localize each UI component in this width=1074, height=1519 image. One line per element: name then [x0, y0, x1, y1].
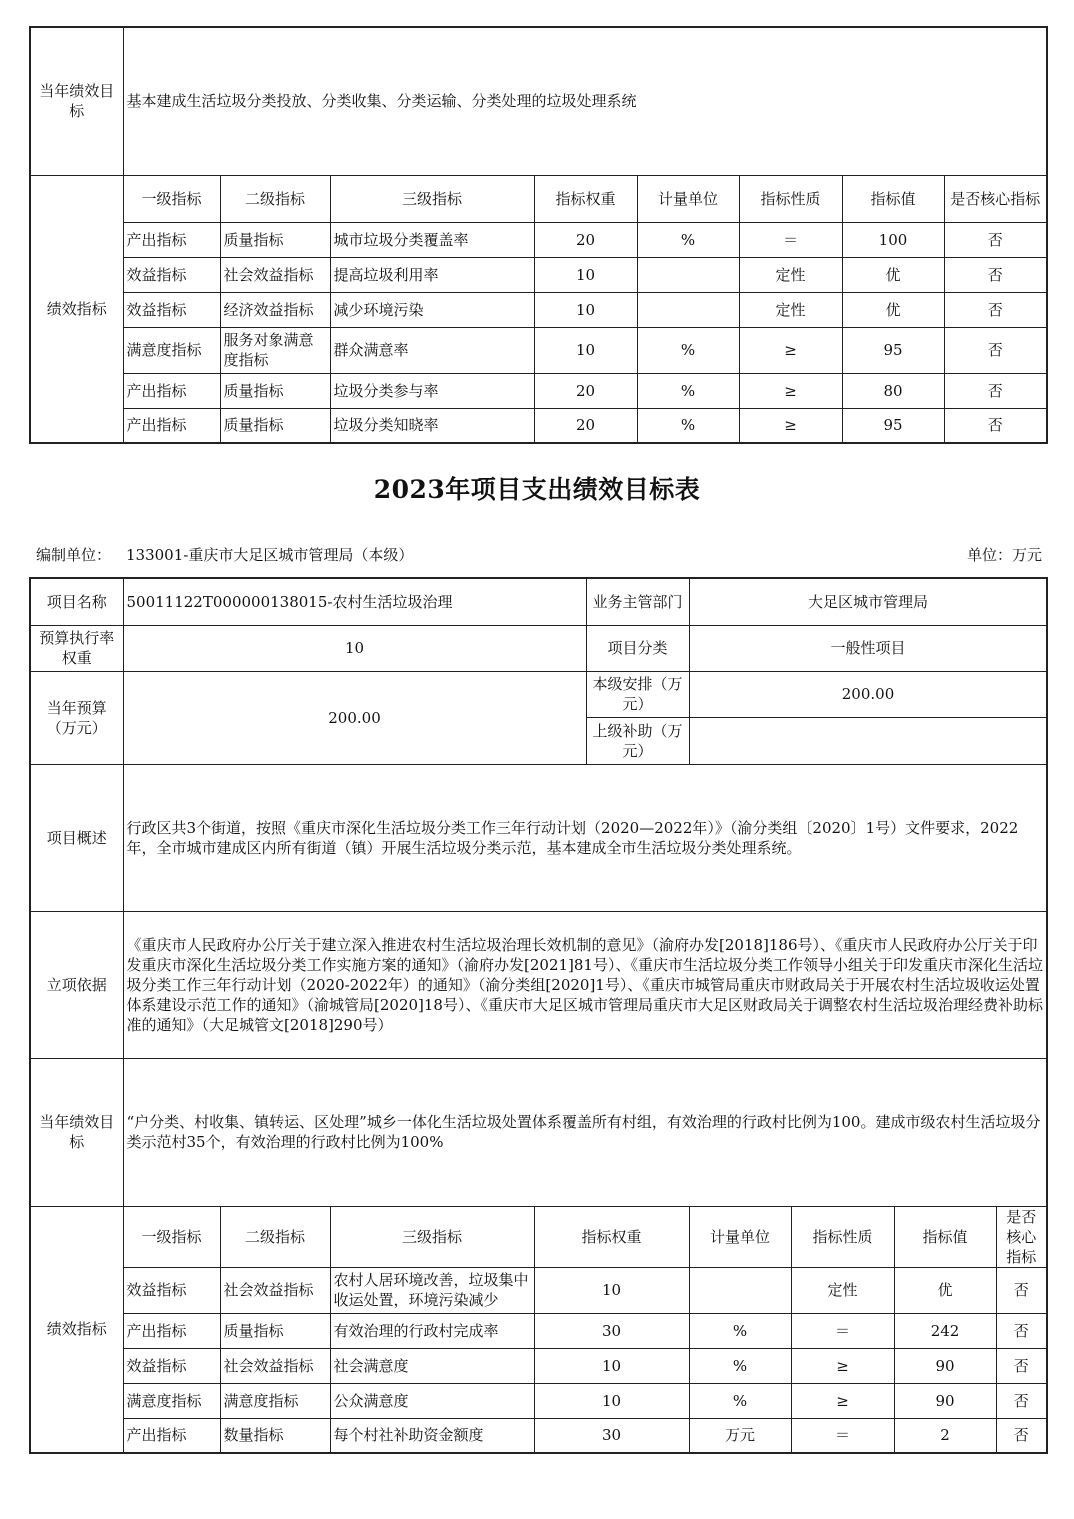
table-row: [30, 1313, 1047, 1348]
table-row: [30, 1267, 1047, 1313]
weight-cell: 10: [534, 257, 637, 292]
level2-cell: 社会效益指标: [220, 1267, 330, 1313]
level2-cell: 质量指标: [220, 373, 330, 408]
weight-cell: 10: [534, 292, 637, 327]
level1-cell: 满意度指标: [123, 327, 220, 373]
core-cell: 否: [996, 1383, 1047, 1418]
value-cell: 90: [894, 1383, 996, 1418]
level2-cell: 数量指标: [220, 1418, 330, 1453]
unit-cell: %: [637, 327, 739, 373]
level1-cell: 产出指标: [123, 222, 220, 257]
dept-value: 大足区城市管理局: [689, 578, 1047, 625]
unit-label: 编制单位：: [36, 546, 112, 564]
header-cell: 指标值: [894, 1206, 996, 1267]
overview-text: 行政区共3个街道，按照《重庆市深化生活垃圾分类工作三年行动计划（2020—2022年）》（渝分类组〔2020〕1号）文件要求，2022年，全市城市建成区内所有街道（镇）开展生活垃圾分类示范，基本建成全市生活垃圾分类处理系统。: [123, 764, 1047, 911]
level2-cell: 质量指标: [220, 1313, 330, 1348]
perf-goal-table-1: [29, 26, 1048, 444]
unit-cell: [689, 1267, 791, 1313]
level2-cell: 社会效益指标: [220, 1348, 330, 1383]
unit-cell: %: [637, 222, 739, 257]
unit-cell: %: [689, 1383, 791, 1418]
level3-cell: 垃圾分类参与率: [330, 373, 534, 408]
level1-cell: 产出指标: [123, 1313, 220, 1348]
dept-label: 业务主管部门: [586, 578, 689, 625]
value-cell: 95: [842, 327, 944, 373]
project-name-label: 项目名称: [30, 578, 123, 625]
nature-cell: 定性: [739, 292, 842, 327]
header-cell: 计量单位: [637, 175, 739, 222]
core-cell: 否: [944, 408, 1047, 443]
nature-cell: ＝: [791, 1418, 894, 1453]
unit-cell: %: [637, 373, 739, 408]
level2-cell: 服务对象满意度指标: [220, 327, 330, 373]
table-row: [30, 292, 1047, 327]
unit-cell: %: [689, 1348, 791, 1383]
nature-cell: ≥: [739, 327, 842, 373]
basis-text: 《重庆市人民政府办公厅关于建立深入推进农村生活垃圾治理长效机制的意见》（渝府办发[2018]186号）、《重庆市人民政府办公厅关于印发重庆市深化生活垃圾分类工作实施方案的通知》（渝府办发[2021]81号）、《重庆市生活垃圾分类工作领导小组关于印发重庆市深化生活垃圾分类工作三年行动计划（2020-2022年）的通知》（渝分类组[2020]1号）、《重庆市城管局重庆市财政局关于开展农村生活垃圾收运处置体系建设示范工作的通知》（渝城管局[2020]18号）、《重庆市大足区城市管理局重庆市大足区财政局关于调整农村生活垃圾治理经费补助标准的通知》（大足城管文[2018]290号）: [123, 911, 1047, 1058]
core-cell: 否: [996, 1348, 1047, 1383]
budget-label: 当年预算（万元）: [30, 671, 123, 764]
weight-cell: 20: [534, 222, 637, 257]
header-cell: 指标性质: [739, 175, 842, 222]
level3-cell: 减少环境污染: [330, 292, 534, 327]
project-name-value: 50011122T000000138015-农村生活垃圾治理: [123, 578, 586, 625]
level2-cell: 社会效益指标: [220, 257, 330, 292]
unit-cell: [637, 257, 739, 292]
nature-cell: ＝: [739, 222, 842, 257]
local-label: 本级安排（万元）: [586, 671, 689, 717]
goal-text: 基本建成生活垃圾分类投放、分类收集、分类运输、分类处理的垃圾处理系统: [123, 27, 1047, 175]
weight-cell: 20: [534, 408, 637, 443]
goal-label: 当年绩效目标: [30, 1058, 123, 1206]
value-cell: 优: [894, 1267, 996, 1313]
value-cell: 优: [842, 257, 944, 292]
nature-cell: 定性: [739, 257, 842, 292]
value-cell: 95: [842, 408, 944, 443]
weight-cell: 30: [534, 1313, 689, 1348]
level2-cell: 经济效益指标: [220, 292, 330, 327]
core-cell: 否: [944, 292, 1047, 327]
page-title: 2023年项目支出绩效目标表: [373, 475, 701, 504]
level3-cell: 社会满意度: [330, 1348, 534, 1383]
level3-cell: 每个村社补助资金额度: [330, 1418, 534, 1453]
core-cell: 否: [944, 222, 1047, 257]
level1-cell: 产出指标: [123, 1418, 220, 1453]
header-cell: 三级指标: [330, 175, 534, 222]
header-cell: 是否核心指标: [944, 175, 1047, 222]
goal-text: “户分类、村收集、镇转运、区处理”城乡一体化生活垃圾处置体系覆盖所有村组，有效治理的行政村比例为100。建成市级农村生活垃圾分类示范村35个，有效治理的行政村比例为100%: [123, 1058, 1047, 1206]
level3-cell: 农村人居环境改善，垃圾集中收运处置，环境污染减少: [330, 1267, 534, 1313]
table-row: [30, 327, 1047, 373]
weight-cell: 30: [534, 1418, 689, 1453]
level2-cell: 满意度指标: [220, 1383, 330, 1418]
table-row: [30, 408, 1047, 443]
perf-label: 绩效指标: [30, 175, 123, 443]
table-row: [30, 373, 1047, 408]
nature-cell: ≥: [791, 1348, 894, 1383]
weight-label: 预算执行率权重: [30, 625, 123, 671]
basis-label: 立项依据: [30, 911, 123, 1058]
header-cell: 指标性质: [791, 1206, 894, 1267]
category-value: 一般性项目: [689, 625, 1047, 671]
core-cell: 否: [996, 1313, 1047, 1348]
core-cell: 否: [996, 1267, 1047, 1313]
value-cell: 2: [894, 1418, 996, 1453]
header-cell: 二级指标: [220, 1206, 330, 1267]
level3-cell: 公众满意度: [330, 1383, 534, 1418]
table-row: [30, 1383, 1047, 1418]
table-row: [30, 257, 1047, 292]
budget-value: 200.00: [123, 671, 586, 764]
header-cell: 指标权重: [534, 1206, 689, 1267]
header-cell: 一级指标: [123, 1206, 220, 1267]
header-cell: 计量单位: [689, 1206, 791, 1267]
level1-cell: 产出指标: [123, 408, 220, 443]
nature-cell: ≥: [739, 373, 842, 408]
project-info-table: [29, 577, 1048, 1454]
upper-label: 上级补助（万元）: [586, 717, 689, 764]
table-row: [30, 1418, 1047, 1453]
perf-label: 绩效指标: [30, 1206, 123, 1453]
local-value: 200.00: [689, 671, 1047, 717]
core-cell: 否: [944, 373, 1047, 408]
level1-cell: 效益指标: [123, 1267, 220, 1313]
weight-cell: 20: [534, 373, 637, 408]
currency-unit: 单位：万元: [966, 546, 1042, 564]
table-row: [30, 1348, 1047, 1383]
nature-cell: ≥: [739, 408, 842, 443]
unit-cell: 万元: [689, 1418, 791, 1453]
level1-cell: 满意度指标: [123, 1383, 220, 1418]
unit-cell: [637, 292, 739, 327]
value-cell: 242: [894, 1313, 996, 1348]
level1-cell: 产出指标: [123, 373, 220, 408]
unit-cell: %: [637, 408, 739, 443]
level3-cell: 城市垃圾分类覆盖率: [330, 222, 534, 257]
nature-cell: ＝: [791, 1313, 894, 1348]
level1-cell: 效益指标: [123, 1348, 220, 1383]
upper-value: [689, 717, 1047, 764]
level1-cell: 效益指标: [123, 292, 220, 327]
header-cell: 是否核心指标: [996, 1206, 1047, 1267]
weight-cell: 10: [534, 1383, 689, 1418]
value-cell: 100: [842, 222, 944, 257]
level3-cell: 群众满意率: [330, 327, 534, 373]
header-cell: 指标值: [842, 175, 944, 222]
level3-cell: 垃圾分类知晓率: [330, 408, 534, 443]
header-cell: 指标权重: [534, 175, 637, 222]
nature-cell: ≥: [791, 1383, 894, 1418]
weight-cell: 10: [534, 1348, 689, 1383]
level2-cell: 质量指标: [220, 222, 330, 257]
level1-cell: 效益指标: [123, 257, 220, 292]
goal-label: 当年绩效目标: [30, 27, 123, 175]
value-cell: 90: [894, 1348, 996, 1383]
level3-cell: 提高垃圾利用率: [330, 257, 534, 292]
weight-cell: 10: [534, 1267, 689, 1313]
unit-cell: %: [689, 1313, 791, 1348]
weight-cell: 10: [534, 327, 637, 373]
unit-value: 133001-重庆市大足区城市管理局（本级）: [126, 546, 414, 564]
value-cell: 优: [842, 292, 944, 327]
overview-label: 项目概述: [30, 764, 123, 911]
header-cell: 一级指标: [123, 175, 220, 222]
level2-cell: 质量指标: [220, 408, 330, 443]
table-row: [30, 222, 1047, 257]
core-cell: 否: [944, 257, 1047, 292]
header-cell: 三级指标: [330, 1206, 534, 1267]
category-label: 项目分类: [586, 625, 689, 671]
nature-cell: 定性: [791, 1267, 894, 1313]
header-cell: 二级指标: [220, 175, 330, 222]
level3-cell: 有效治理的行政村完成率: [330, 1313, 534, 1348]
core-cell: 否: [944, 327, 1047, 373]
weight-value: 10: [123, 625, 586, 671]
core-cell: 否: [996, 1418, 1047, 1453]
value-cell: 80: [842, 373, 944, 408]
